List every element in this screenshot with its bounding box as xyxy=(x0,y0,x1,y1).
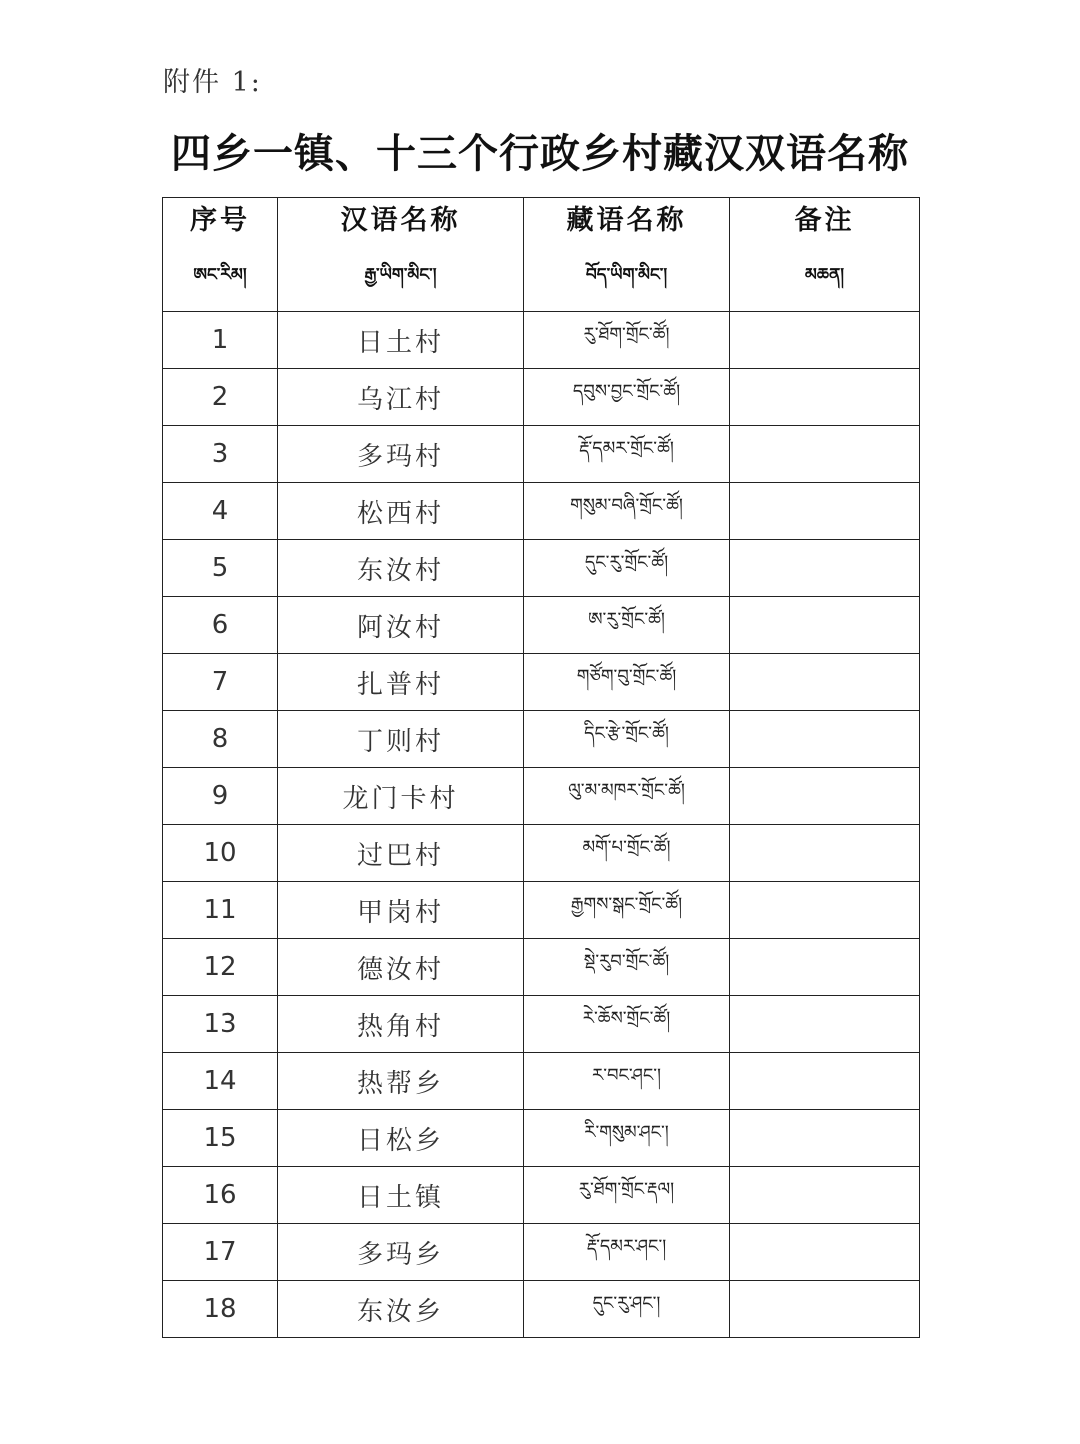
table-row xyxy=(163,654,920,711)
serial-number-cell: 4 xyxy=(163,483,278,540)
header-chinese-name-tibetan: རྒྱ་ཡིག་མིང་། xyxy=(364,265,437,285)
tibetan-name-cell: རེ་ཆོས་གྲོང་ཚོ། xyxy=(524,996,730,1053)
tibetan-name-cell: གསུམ་བཞི་གྲོང་ཚོ། xyxy=(524,483,730,540)
header-remarks-tibetan: མཆན། xyxy=(804,265,845,285)
tibetan-name-cell: ར་བང་ཤང་། xyxy=(524,1053,730,1110)
serial-number-cell: 9 xyxy=(163,768,278,825)
serial-number-cell: 11 xyxy=(163,882,278,939)
remarks-cell xyxy=(730,825,920,882)
table-row xyxy=(163,369,920,426)
tibetan-name-cell: རྡོ་དམར་ཤང་། xyxy=(524,1224,730,1281)
serial-number-cell: 16 xyxy=(163,1167,278,1224)
remarks-cell xyxy=(730,540,920,597)
remarks-cell xyxy=(730,312,920,369)
serial-number-cell: 5 xyxy=(163,540,278,597)
tibetan-name-cell: སྡེ་རུབ་གྲོང་ཚོ། xyxy=(524,939,730,996)
header-row xyxy=(163,198,920,312)
tibetan-name-cell: རི་གསུམ་ཤང་། xyxy=(524,1110,730,1167)
table-row xyxy=(163,1281,920,1338)
chinese-name-cell: 扎普村 xyxy=(278,654,524,711)
table-row xyxy=(163,1110,920,1167)
serial-number-cell: 3 xyxy=(163,426,278,483)
remarks-cell xyxy=(730,426,920,483)
remarks-cell xyxy=(730,1110,920,1167)
header-serial-number-chinese: 序号 xyxy=(190,205,250,236)
serial-number-cell: 8 xyxy=(163,711,278,768)
remarks-cell xyxy=(730,882,920,939)
remarks-cell xyxy=(730,1224,920,1281)
serial-number-cell: 2 xyxy=(163,369,278,426)
table-row xyxy=(163,1053,920,1110)
table-row xyxy=(163,711,920,768)
chinese-name-cell: 热帮乡 xyxy=(278,1053,524,1110)
remarks-cell xyxy=(730,1167,920,1224)
serial-number-cell: 14 xyxy=(163,1053,278,1110)
table-row xyxy=(163,1167,920,1224)
table-row xyxy=(163,1224,920,1281)
table-row xyxy=(163,597,920,654)
chinese-name-cell: 龙门卡村 xyxy=(278,768,524,825)
remarks-cell xyxy=(730,483,920,540)
tibetan-name-cell: དབུས་བྱང་གྲོང་ཚོ། xyxy=(524,369,730,426)
chinese-name-cell: 热角村 xyxy=(278,996,524,1053)
header-serial-number xyxy=(163,198,278,312)
tibetan-name-cell: དུང་རུ་ཤང་། xyxy=(524,1281,730,1338)
remarks-cell xyxy=(730,996,920,1053)
header-remarks-chinese: 备注 xyxy=(794,205,855,236)
tibetan-name-cell: རྡོ་དམར་གྲོང་ཚོ། xyxy=(524,426,730,483)
chinese-name-cell: 东汝村 xyxy=(278,540,524,597)
chinese-name-cell: 德汝村 xyxy=(278,939,524,996)
remarks-cell xyxy=(730,1281,920,1338)
tibetan-name-cell: ཨ་རུ་གྲོང་ཚོ། xyxy=(524,597,730,654)
table-row xyxy=(163,312,920,369)
serial-number-cell: 18 xyxy=(163,1281,278,1338)
chinese-name-cell: 丁则村 xyxy=(278,711,524,768)
tibetan-name-cell: རུ་ཐོག་གྲོང་ཚོ། xyxy=(524,312,730,369)
remarks-cell xyxy=(730,654,920,711)
tibetan-name-cell: རྒྱགས་སྒང་གྲོང་ཚོ། xyxy=(524,882,730,939)
header-chinese-name-chinese: 汉语名称 xyxy=(340,205,461,236)
document-title: 四乡一镇、十三个行政乡村藏汉双语名称 xyxy=(171,131,909,177)
serial-number-cell: 17 xyxy=(163,1224,278,1281)
table-row xyxy=(163,426,920,483)
chinese-name-cell: 乌江村 xyxy=(278,369,524,426)
header-tibetan-name-chinese: 藏语名称 xyxy=(566,205,687,236)
chinese-name-cell: 松西村 xyxy=(278,483,524,540)
chinese-name-cell: 日土镇 xyxy=(278,1167,524,1224)
remarks-cell xyxy=(730,369,920,426)
chinese-name-cell: 阿汝村 xyxy=(278,597,524,654)
chinese-name-cell: 东汝乡 xyxy=(278,1281,524,1338)
remarks-cell xyxy=(730,939,920,996)
chinese-name-cell: 多玛乡 xyxy=(278,1224,524,1281)
header-tibetan-name-tibetan: བོད་ཡིག་མིང་། xyxy=(585,265,668,285)
remarks-cell xyxy=(730,1053,920,1110)
remarks-cell xyxy=(730,768,920,825)
serial-number-cell: 10 xyxy=(163,825,278,882)
header-tibetan-name xyxy=(524,198,730,312)
serial-number-cell: 7 xyxy=(163,654,278,711)
tibetan-name-cell: མགོ་པ་གྲོང་ཚོ། xyxy=(524,825,730,882)
header-remarks xyxy=(730,198,920,312)
chinese-name-cell: 日土村 xyxy=(278,312,524,369)
bilingual-names-table xyxy=(162,197,920,1338)
attachment-label: 附件 1: xyxy=(163,67,262,98)
table-row xyxy=(163,882,920,939)
remarks-cell xyxy=(730,711,920,768)
serial-number-cell: 12 xyxy=(163,939,278,996)
serial-number-cell: 13 xyxy=(163,996,278,1053)
table-row xyxy=(163,996,920,1053)
chinese-name-cell: 过巴村 xyxy=(278,825,524,882)
serial-number-cell: 15 xyxy=(163,1110,278,1167)
tibetan-name-cell: དུང་རུ་གྲོང་ཚོ། xyxy=(524,540,730,597)
tibetan-name-cell: གཙོག་བུ་གྲོང་ཚོ། xyxy=(524,654,730,711)
tibetan-name-cell: ལུ་མ་མཁར་གྲོང་ཚོ། xyxy=(524,768,730,825)
table-row xyxy=(163,540,920,597)
remarks-cell xyxy=(730,597,920,654)
table-row xyxy=(163,939,920,996)
table-row xyxy=(163,825,920,882)
tibetan-name-cell: དིང་རྩེ་གྲོང་ཚོ། xyxy=(524,711,730,768)
chinese-name-cell: 多玛村 xyxy=(278,426,524,483)
header-serial-number-tibetan: ཨང་རིམ། xyxy=(193,265,247,285)
header-chinese-name xyxy=(278,198,524,312)
serial-number-cell: 1 xyxy=(163,312,278,369)
chinese-name-cell: 甲岗村 xyxy=(278,882,524,939)
tibetan-name-cell: རུ་ཐོག་གྲོང་རྡལ། xyxy=(524,1167,730,1224)
table-row xyxy=(163,483,920,540)
serial-number-cell: 6 xyxy=(163,597,278,654)
chinese-name-cell: 日松乡 xyxy=(278,1110,524,1167)
table-row xyxy=(163,768,920,825)
